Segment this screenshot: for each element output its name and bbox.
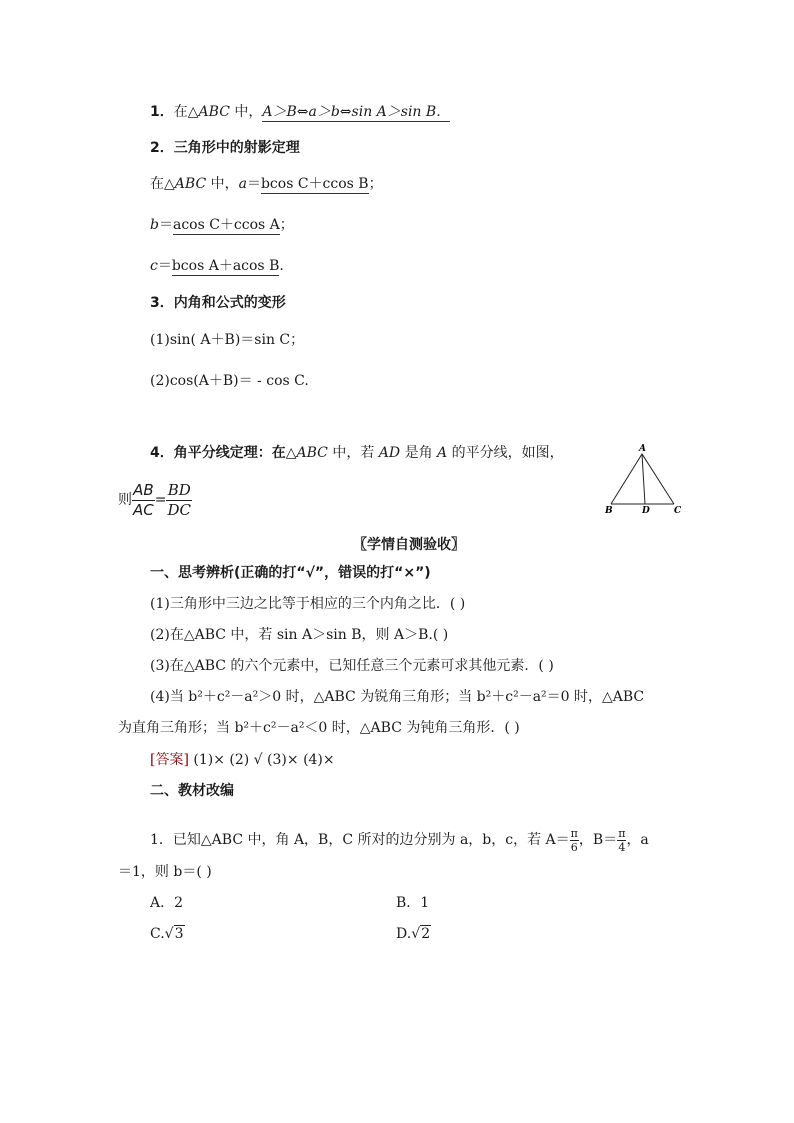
question-4-line1: (4)当 b²＋c²－a²＞0 时，△ABC 为锐角三角形；当 b²＋c²－a²＝0 时，△ABC bbox=[150, 689, 645, 705]
fraction-bd-dc: $\frac{BD}{DC}$ bbox=[167, 480, 191, 519]
fraction-ab-ac: $\frac{AB}{AC}$ bbox=[133, 480, 154, 519]
question-4-line2: 为直角三角形；当 b²＋c²－a²＜0 时，△ABC 为钝角三角形．( ) bbox=[118, 720, 520, 736]
heading-true-false: 一、思考辨析(正确的打“√”，错误的打“×”) bbox=[150, 565, 431, 581]
fraction-pi-6: $\frac{\pi}{6}$ bbox=[570, 826, 578, 854]
fact-projection-c: c＝bcos A＋acos B. bbox=[150, 258, 284, 274]
answer-line bbox=[150, 750, 335, 770]
answer-tag: [答案] bbox=[150, 752, 189, 768]
fact-projection-a: 在△ABC 中，a＝bcos C＋ccos B； bbox=[150, 176, 383, 192]
question-1: (1)三角形中三边之比等于相应的三个内角之比．( ) bbox=[150, 596, 466, 612]
fill-in-answer: acos C＋ccos A bbox=[172, 217, 280, 233]
sqrt-3: √ 3 bbox=[165, 924, 185, 944]
fact-1: 1．在△ABC 中，A＞B⇔a＞b⇔sin A＞sin B． bbox=[150, 104, 451, 120]
item-number: 1． bbox=[150, 104, 174, 120]
heading-projection-theorem: 2．三角形中的射影定理 bbox=[150, 140, 300, 156]
vertex-label-a: A bbox=[639, 444, 646, 454]
option-a: A．2 bbox=[150, 895, 184, 911]
formula-cos: (2)cos(A＋B)＝ - cos C. bbox=[150, 373, 309, 389]
answer-values: (1)× (2) √ (3)× (4)× bbox=[188, 752, 335, 768]
fill-in-answer: bcos A＋acos B bbox=[171, 258, 280, 274]
heading-angle-sum: 3．内角和公式的变形 bbox=[150, 295, 286, 311]
angle-bisector-line bbox=[642, 454, 645, 504]
vertex-label-b: B bbox=[605, 506, 613, 516]
heading-textbook-adaptation: 二、教材改编 bbox=[150, 783, 234, 799]
option-b: B．1 bbox=[396, 895, 430, 911]
question-2: (2)在△ABC 中，若 sin A＞sin B，则 A＞B.( ) bbox=[150, 627, 449, 643]
problem-1-line2: ＝1，则 b＝( ) bbox=[118, 864, 212, 880]
option-c: C.√ 3 bbox=[150, 924, 185, 944]
fact-projection-b: b＝acos C＋ccos A； bbox=[150, 217, 294, 233]
question-3: (3)在△ABC 的六个元素中，已知任意三个元素可求其他元素．( ) bbox=[150, 658, 554, 674]
problem-1-line1: 1．已知△ABC 中，角 A，B，C 所对的边分别为 a，b，c，若 A＝ $\frac{\pi}{6}$ ，B＝ $\frac{\pi}{4}$ ，a bbox=[150, 826, 649, 854]
vertex-label-c: C bbox=[674, 506, 682, 516]
formula-sin: (1)sin( A＋B)＝sin C； bbox=[150, 332, 305, 348]
fraction-pi-4: $\frac{\pi}{4}$ bbox=[618, 826, 626, 854]
triangle-diagram bbox=[596, 440, 690, 516]
fill-in-answer: A＞B⇔a＞b⇔sin A＞sin B． bbox=[262, 104, 451, 120]
fact-angle-bisector: 4．角平分线定理：在△ABC 中，若 AD 是角 A 的平分线，如图， bbox=[150, 445, 564, 461]
option-d: D.√ 2 bbox=[396, 924, 431, 944]
point-label-d: D bbox=[642, 506, 650, 516]
bisector-ratio-formula: 则 $\frac{AB}{AC}$ = $\frac{BD}{DC}$ bbox=[118, 480, 191, 519]
section-banner: 〖学情自测验收〗 bbox=[353, 537, 465, 553]
sqrt-2: √ 2 bbox=[411, 924, 431, 944]
fill-in-answer: bcos C＋ccos B bbox=[260, 176, 369, 192]
